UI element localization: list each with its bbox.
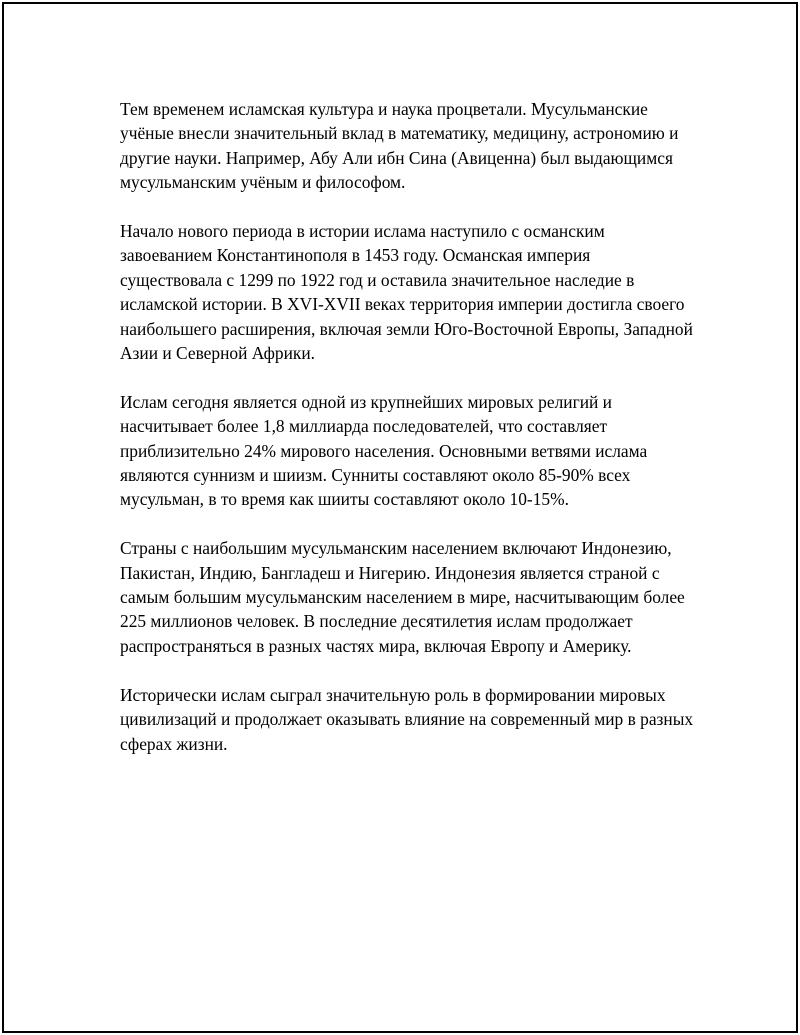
document-body [120, 97, 696, 780]
paragraph-ottoman-empire: Начало нового периода в истории ислама наступило с османским завоеванием Константинополя в 1453 году. Османская империя существовала с 1299 по 1922 год и оставила значительное наследие в исламской истории. В XVI-XVII веках территория империи достигла своего наибольшего расширения, включая земли Юго-Восточной Европы, Западной Азии и Северной Африки. [120, 221, 693, 364]
paragraph-muslim-countries: Страны с наибольшим мусульманским населением включают Индонезию, Пакистан, Индию, Бангладеш и Нигерию. Индонезия является страной с самым большим мусульманским населением в мире, насчитывающим более 225 миллионов человек. В последние десятилетия ислам продолжает распространяться в разных частях мира, включая Европу и Америку. [120, 538, 685, 656]
paragraph-science: Тем временем исламская культура и наука процветали. Мусульманские учёные внесли значительный вклад в математику, медицину, астрономию и другие науки. Например, Абу Али ибн Сина (Авиценна) был выдающимся мусульманским учёным и философом. [120, 99, 679, 193]
paragraph-islam-today: Ислам сегодня является одной из крупнейших мировых религий и насчитывает более 1,8 миллиарда последователей, что составляет приблизительно 24% мирового населения. Основными ветвями ислама являются суннизм и шиизм. Сунниты составляют около 85-90% всех мусульман, в то время как шииты составляют около 10-15%. [120, 391, 648, 510]
paragraph-historical-role: Исторически ислам сыграл значительную роль в формировании мировых цивилизаций и продолжает оказывать влияние на современный мир в разных сферах жизни. [120, 684, 694, 754]
document-page [2, 2, 798, 1033]
